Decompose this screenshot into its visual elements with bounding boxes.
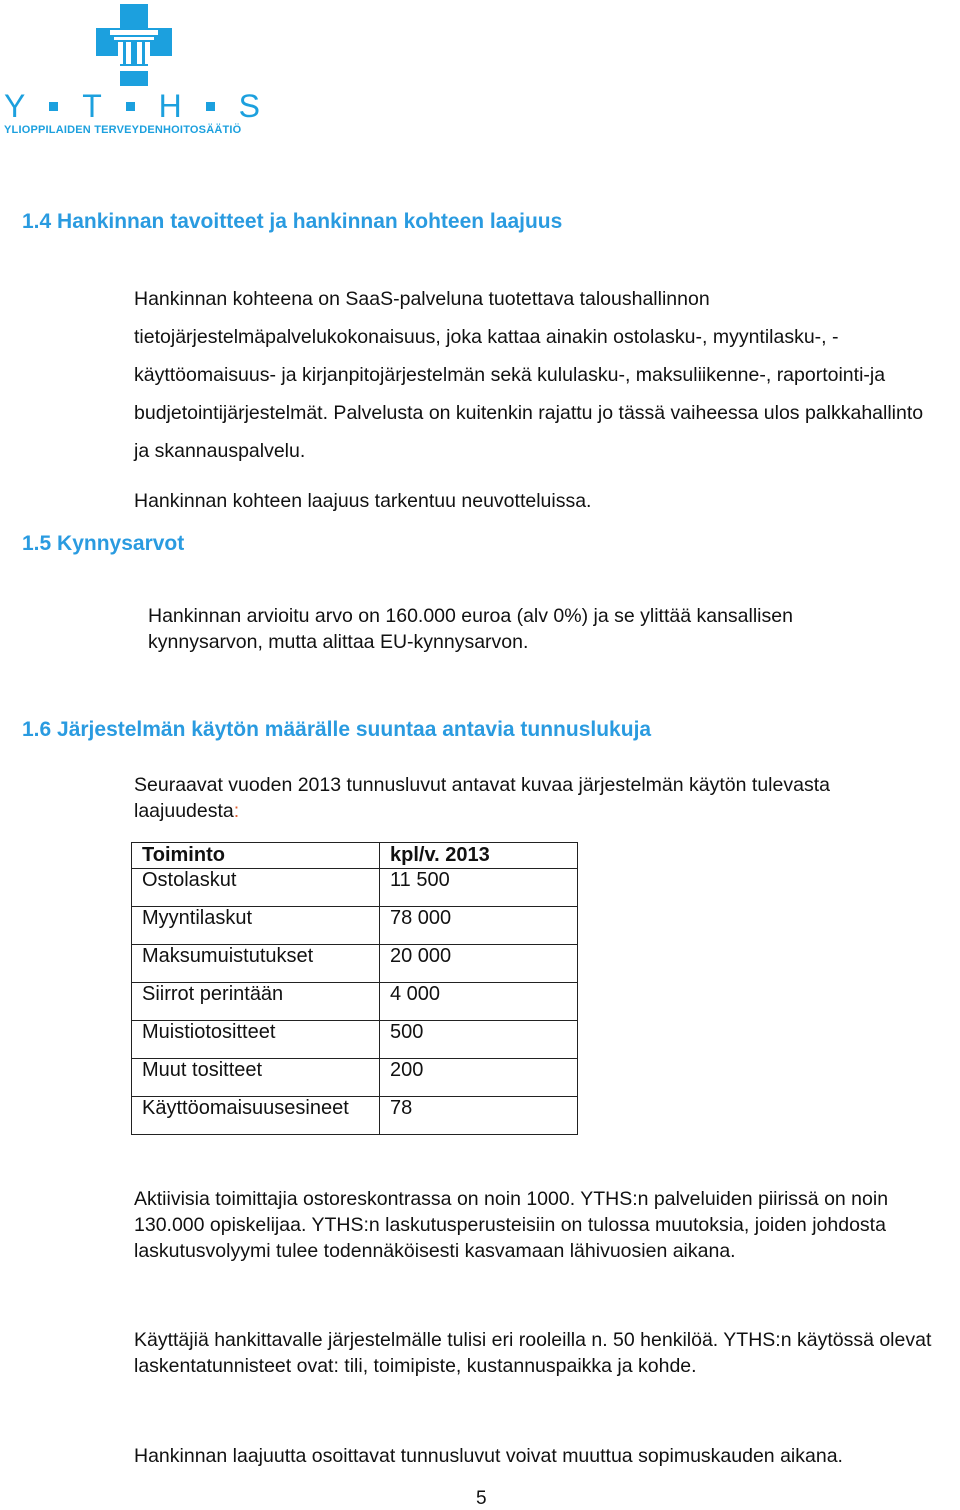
table-row <box>132 907 578 945</box>
threshold-paragraph: Hankinnan arvioitu arvo on 160.000 euroa (alv 0%) ja se ylittää kansallisen kynnysarvon, mutta alittaa EU-kynnysarvon. <box>148 605 793 653</box>
table-cell: Käyttöomaisuusesineet <box>132 1097 380 1135</box>
page-number: 5 <box>476 1488 487 1509</box>
logo-letter: S <box>238 88 260 124</box>
table-header-row <box>132 843 578 869</box>
column-header: kpl/v. 2013 <box>380 843 578 869</box>
logo-wordmark <box>4 88 260 125</box>
table-cell: Myyntilaskut <box>132 907 380 945</box>
users-paragraph: Käyttäjiä hankittavalle järjestelmälle tulisi eri rooleilla n. 50 henkilöä. YTHS:n käytössä olevat laskentatunnisteet ovat: tili, toimipiste, kustannuspaikka ja kohde. <box>134 1329 932 1377</box>
cross-pillar-icon <box>96 4 172 86</box>
logo-dot <box>206 102 215 111</box>
table-cell: 4 000 <box>380 983 578 1021</box>
column-header: Toiminto <box>132 843 380 869</box>
logo-dot <box>126 102 135 111</box>
logo-letter: T <box>82 88 102 124</box>
table-cell: Siirrot perintään <box>132 983 380 1021</box>
table-cell: 200 <box>380 1059 578 1097</box>
table-cell: 78 <box>380 1097 578 1135</box>
table-cell: Muut tositteet <box>132 1059 380 1097</box>
logo-subtitle: YLIOPPILAIDEN TERVEYDENHOITOSÄÄTIÖ <box>4 124 242 136</box>
figures-intro-text: Seuraavat vuoden 2013 tunnusluvut antavat kuvaa järjestelmän käytön tulevasta laajuudesta <box>134 774 830 822</box>
logo-letter: Y <box>4 88 26 124</box>
yths-logo <box>0 0 270 140</box>
table-row <box>132 983 578 1021</box>
logo-letter: H <box>158 88 182 124</box>
table-cell: 500 <box>380 1021 578 1059</box>
table-cell: Ostolaskut <box>132 869 380 907</box>
scope-paragraph: Hankinnan kohteena on SaaS-palveluna tuotettava taloushallinnon tietojärjestelmäpalvelukokonaisuus, joka kattaa ainakin ostolasku-, myyntilasku-, -käyttöomaisuus- ja kirjanpitojärjestelmän sekä kululasku-, maksuliikenne-, raportointi-ja budjetointijärjestelmät. Palvelusta on kuitenkin rajattu jo tässä vaiheessa ulos palkkahallinto ja skannauspalvelu. <box>134 288 924 462</box>
table-row <box>132 1059 578 1097</box>
logo-dot <box>49 102 58 111</box>
table-cell: Maksumuistutukset <box>132 945 380 983</box>
table-cell: Muistiotositteet <box>132 1021 380 1059</box>
table-cell: 11 500 <box>380 869 578 907</box>
figures-intro-colon: : <box>233 800 240 822</box>
usage-figures-table <box>131 842 578 1135</box>
table-cell: 78 000 <box>380 907 578 945</box>
scope-note: Hankinnan kohteen laajuus tarkentuu neuvotteluissa. <box>134 490 592 512</box>
table-row <box>132 869 578 907</box>
section-heading-1-5: 1.5 Kynnysarvot <box>22 532 185 555</box>
suppliers-paragraph: Aktiivisia toimittajia ostoreskontrassa on noin 1000. YTHS:n palveluiden piirissä on noin 130.000 opiskelijaa. YTHS:n laskutusperusteisiin on tulossa muutoksia, joiden johdosta laskutusvolyymi tulee todennäköisesti kasvamaan lähivuosien aikana. <box>134 1188 889 1262</box>
table-row <box>132 945 578 983</box>
section-heading-1-6: 1.6 Järjestelmän käytön määrälle suuntaa antavia tunnuslukuja <box>22 718 652 741</box>
table-cell: 20 000 <box>380 945 578 983</box>
figures-intro <box>134 772 934 824</box>
section-heading-1-4: 1.4 Hankinnan tavoitteet ja hankinnan kohteen laajuus <box>22 210 563 233</box>
table-row <box>132 1021 578 1059</box>
table-row <box>132 1097 578 1135</box>
variation-note: Hankinnan laajuutta osoittavat tunnusluvut voivat muuttua sopimuskauden aikana. <box>134 1445 843 1467</box>
